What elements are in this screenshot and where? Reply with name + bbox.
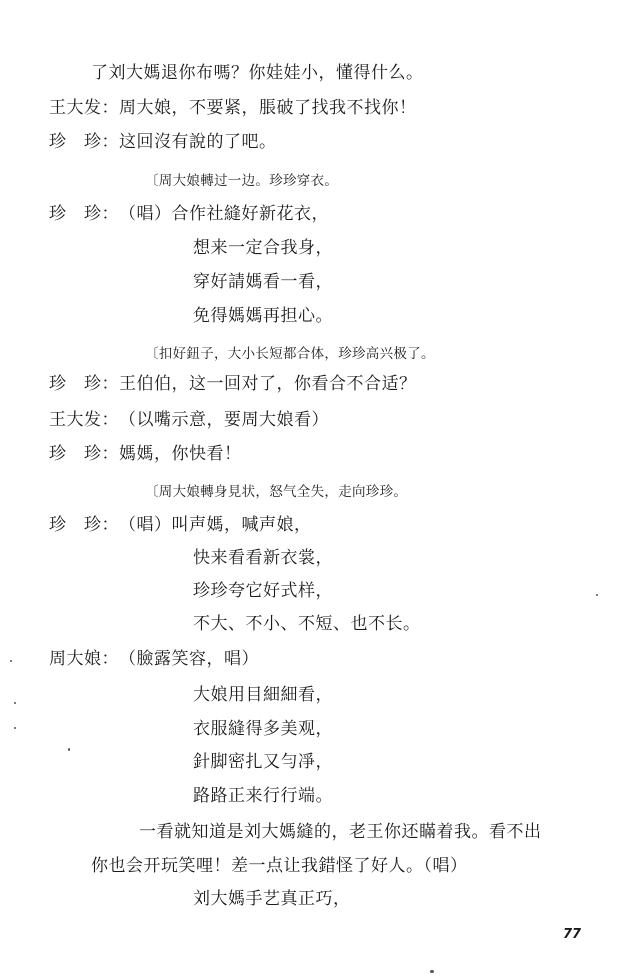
speaker-name: 珍 珍： — [49, 515, 119, 535]
verse-line — [193, 237, 333, 259]
speaker-name: 王大发： — [49, 98, 119, 118]
verse-line — [193, 785, 333, 807]
verse-line — [193, 580, 333, 602]
scan-speck — [14, 727, 16, 729]
verse-line — [193, 888, 351, 910]
speaker-name: 珍 珍： — [49, 204, 119, 224]
prose-line — [139, 821, 542, 843]
dialogue-line — [49, 443, 242, 465]
line-text: 周大娘，不要紧，脹破了找我不找你！ — [119, 98, 417, 118]
line-text: 大娘用目細細看， — [193, 685, 333, 705]
line-text: 一看就知道是刘大媽縫的，老王你还瞞着我。看不出 — [139, 822, 542, 842]
dialogue-line — [49, 409, 329, 431]
dialogue-line — [49, 97, 417, 119]
verse-line — [193, 751, 333, 773]
scan-speck — [68, 748, 70, 751]
speaker-name: 珍 珍： — [49, 444, 119, 464]
line-text: 路路正来行行端。 — [193, 786, 333, 806]
page-number: 77 — [563, 927, 582, 942]
speaker-name: 珍 珍： — [49, 132, 119, 152]
line-text: 这回沒有說的了吧。 — [119, 132, 277, 152]
scan-speck — [14, 702, 16, 704]
speaker-name: 周大娘： — [49, 649, 119, 669]
speaker-name: 珍 珍： — [49, 374, 119, 394]
verse-line — [193, 613, 421, 635]
line-text: 〔扣好鈕子，大小长短都合体，珍珍高兴极了。 — [145, 346, 435, 362]
line-text: 針脚密扎又勻凈， — [193, 752, 333, 772]
line-text: （唱）合作社縫好新花衣， — [119, 204, 329, 224]
line-text: 〔周大娘轉身見状，怒气全失，走向珍珍。 — [145, 484, 408, 500]
prose-line — [91, 855, 468, 877]
line-text: 你也会开玩笑哩！差一点让我錯怪了好人。（唱） — [91, 856, 468, 876]
verse-line — [193, 547, 333, 569]
line-text: 免得媽媽再担心。 — [193, 306, 333, 326]
dialogue-line — [49, 131, 277, 153]
stage-direction — [145, 343, 435, 365]
verse-line — [193, 271, 333, 293]
line-text: 了刘大媽退你布嗎？你娃娃小，懂得什么。 — [91, 63, 424, 83]
verse-line — [193, 684, 333, 706]
line-text: （臉露笑容，唱） — [119, 649, 259, 669]
dialogue-line — [49, 514, 312, 536]
dialogue-line — [49, 373, 417, 395]
line-text: 〔周大娘轉过一边。珍珍穿衣。 — [145, 173, 339, 189]
line-text: 快来看看新衣裳， — [193, 548, 333, 568]
stage-direction — [145, 481, 407, 503]
scan-speck — [430, 970, 434, 973]
line-text: （唱）叫声媽，喊声娘， — [119, 515, 312, 535]
verse-line — [193, 305, 333, 327]
line-text: 想来一定合我身， — [193, 238, 333, 258]
line-text: 刘大媽手艺真正巧， — [193, 889, 351, 909]
line-text: 不大、不小、不短、也不长。 — [193, 614, 421, 634]
verse-line — [193, 718, 333, 740]
dialogue-line — [49, 648, 259, 670]
line-text: 王伯伯，这一回对了，你看合不合适？ — [119, 374, 417, 394]
stage-direction — [145, 170, 338, 192]
line-text: 珍珍夸它好式样， — [193, 581, 333, 601]
line-text: （以嘴示意，要周大娘看） — [119, 410, 329, 430]
speaker-name: 王大发： — [49, 410, 119, 430]
line-text: 穿好請媽看一看， — [193, 272, 333, 292]
line-text: 衣服縫得多美观， — [193, 719, 333, 739]
scan-speck — [10, 660, 12, 662]
scan-speck — [596, 594, 598, 596]
dialogue-line — [49, 203, 329, 225]
line-text: 媽媽，你快看！ — [119, 444, 242, 464]
text-line — [91, 62, 424, 84]
